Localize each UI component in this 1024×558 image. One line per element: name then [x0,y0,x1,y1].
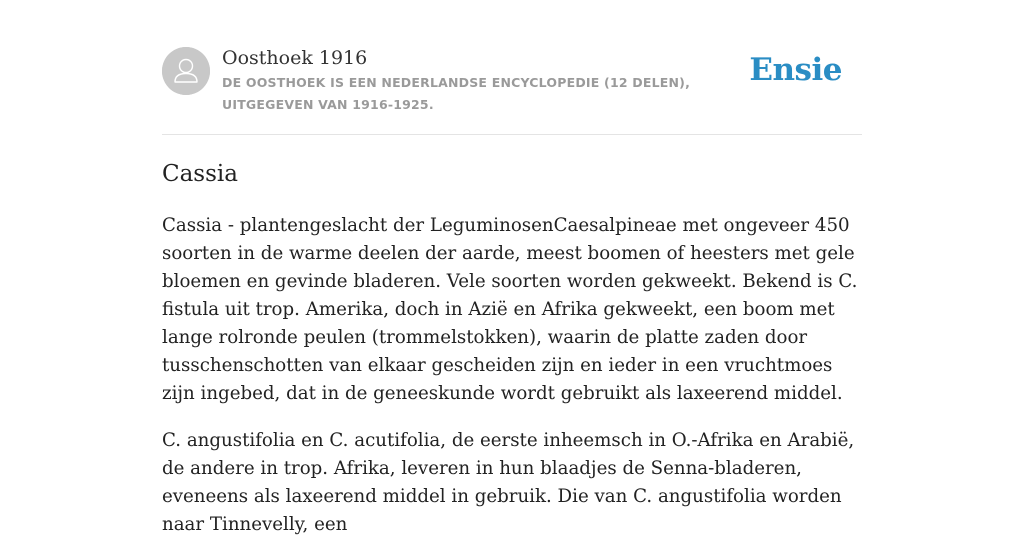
ensie-logo[interactable]: Ensie [749,52,842,88]
article-title: Cassia [162,161,238,187]
user-silhouette-icon [162,47,210,95]
source-description: DE OOSTHOEK IS EEN NEDERLANDSE ENCYCLOPEDIE (12 DELEN), UITGEGEVEN VAN 1916-1925. [222,75,691,112]
article-paragraph: Cassia - plantengeslacht der LeguminosenCaesalpineae met ongeveer 450 soorten in de warme deelen der aarde, meest boomen of heesters met gele bloemen en gevinde bladeren. Vele soorten worden gekweekt. Bekend is C. fistula uit trop. Amerika, doch in Azië en Afrika gekweekt, een boom met lange rolronde peulen (trommelstokken), waarin de platte zaden door tusschenschotten van elkaar gescheiden zijn en ieder in een vruchtmoes zijn ingebed, dat in de geneeskunde wordt gebruikt als laxeerend middel. [162,215,858,404]
article-paragraph: C. angustifolia en C. acutifolia, de eerste inheemsch in O.-Afrika en Arabië, de andere in trop. Afrika, leveren in hun blaadjes de Senna-bladeren, eveneens als laxeerend middel in gebruik. Die van C. angustifolia worden naar Tinnevelly, een [162,430,855,535]
source-header [162,0,862,135]
source-avatar[interactable] [162,47,210,95]
article-body [162,212,862,558]
source-title[interactable]: Oosthoek 1916 [222,47,368,69]
article-container [162,0,862,535]
